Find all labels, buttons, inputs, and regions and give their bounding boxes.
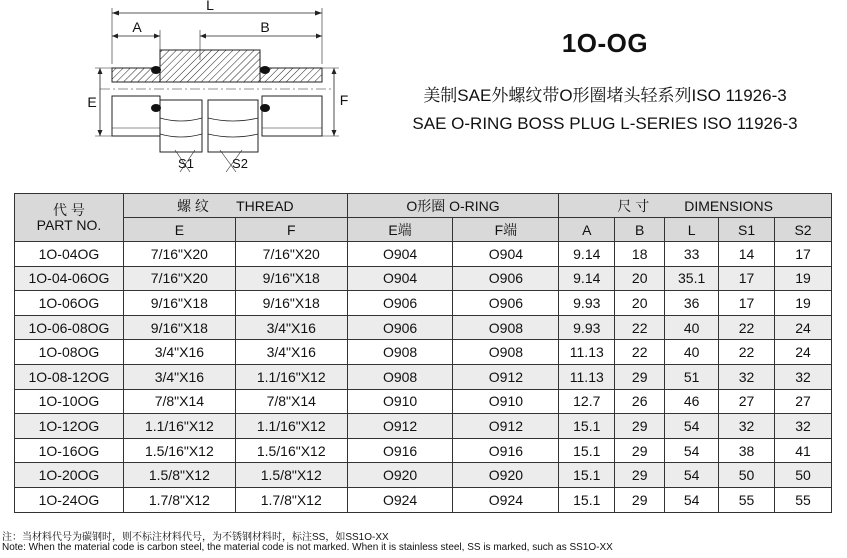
header-dim-s2: S2 bbox=[775, 218, 832, 242]
cell-dim-l: 54 bbox=[665, 414, 719, 439]
cell-part-no: 1O-20OG bbox=[15, 463, 124, 488]
cell-thread-f: 9/16"X18 bbox=[235, 291, 347, 316]
cell-thread-f: 3/4"X16 bbox=[235, 315, 347, 340]
cell-oring-f: O916 bbox=[453, 438, 559, 463]
cell-dim-b: 29 bbox=[615, 414, 665, 439]
table-row bbox=[15, 315, 832, 340]
label-e: E bbox=[87, 94, 97, 110]
table-row bbox=[15, 487, 832, 512]
cell-thread-e: 7/8"X14 bbox=[123, 389, 235, 414]
label-f: F bbox=[339, 92, 349, 108]
cell-thread-e: 1.1/16"X12 bbox=[123, 414, 235, 439]
cell-dim-b: 22 bbox=[615, 315, 665, 340]
cell-dim-s1: 22 bbox=[719, 315, 775, 340]
cell-oring-f: O906 bbox=[453, 266, 559, 291]
header-dim-b: B bbox=[615, 218, 665, 242]
cell-oring-e: O906 bbox=[347, 291, 453, 316]
cell-dim-l: 40 bbox=[665, 315, 719, 340]
cell-dim-b: 20 bbox=[615, 291, 665, 316]
header-thread-en: THREAD bbox=[236, 197, 294, 214]
table-row bbox=[15, 414, 832, 439]
cell-dim-b: 26 bbox=[615, 389, 665, 414]
table-row bbox=[15, 291, 832, 316]
label-s1: S1 bbox=[178, 156, 194, 171]
cell-dim-s1: 38 bbox=[719, 438, 775, 463]
header-part-no-en: PART NO. bbox=[36, 216, 102, 233]
cell-dim-a: 15.1 bbox=[559, 438, 615, 463]
cell-oring-f: O906 bbox=[453, 291, 559, 316]
dimension-f bbox=[322, 68, 348, 136]
cell-dim-s1: 32 bbox=[719, 414, 775, 439]
cell-oring-f: O912 bbox=[453, 414, 559, 439]
cell-dim-s2: 32 bbox=[775, 414, 832, 439]
cell-dim-b: 20 bbox=[615, 266, 665, 291]
cell-oring-e: O904 bbox=[347, 266, 453, 291]
cell-part-no: 1O-12OG bbox=[15, 414, 124, 439]
cell-thread-e: 9/16"X18 bbox=[123, 291, 235, 316]
cell-thread-e: 9/16"X18 bbox=[123, 315, 235, 340]
cell-dim-s2: 32 bbox=[775, 364, 832, 389]
cell-dim-b: 29 bbox=[615, 487, 665, 512]
header-dim-cn: 尺 寸 bbox=[617, 197, 650, 214]
table-row bbox=[15, 364, 832, 389]
table-row bbox=[15, 438, 832, 463]
cell-dim-l: 54 bbox=[665, 438, 719, 463]
cell-oring-e: O924 bbox=[347, 487, 453, 512]
cell-dim-l: 35.1 bbox=[665, 266, 719, 291]
cell-dim-a: 9.93 bbox=[559, 291, 615, 316]
cell-part-no: 1O-04-06OG bbox=[15, 266, 124, 291]
cell-dim-a: 11.13 bbox=[559, 364, 615, 389]
cell-dim-l: 54 bbox=[665, 463, 719, 488]
cell-thread-f: 7/8"X14 bbox=[235, 389, 347, 414]
cell-thread-f: 7/16"X20 bbox=[235, 242, 347, 267]
cell-part-no: 1O-24OG bbox=[15, 487, 124, 512]
fitting-drawing bbox=[0, 0, 380, 185]
cell-thread-e: 7/16"X20 bbox=[123, 266, 235, 291]
cell-thread-f: 1.5/8"X12 bbox=[235, 463, 347, 488]
header-oring-e: E端 bbox=[347, 218, 453, 242]
cell-oring-e: O908 bbox=[347, 340, 453, 365]
cell-dim-l: 40 bbox=[665, 340, 719, 365]
cell-thread-e: 3/4"X16 bbox=[123, 364, 235, 389]
cell-dim-l: 36 bbox=[665, 291, 719, 316]
header-thread bbox=[123, 194, 347, 218]
cell-oring-f: O910 bbox=[453, 389, 559, 414]
table-row bbox=[15, 340, 832, 365]
header-dim-l: L bbox=[665, 218, 719, 242]
hex-labels bbox=[175, 150, 248, 172]
cell-thread-e: 7/16"X20 bbox=[123, 242, 235, 267]
cell-dim-l: 33 bbox=[665, 242, 719, 267]
cell-thread-f: 1.7/8"X12 bbox=[235, 487, 347, 512]
cell-dim-a: 15.1 bbox=[559, 487, 615, 512]
cell-dim-s1: 17 bbox=[719, 291, 775, 316]
cell-oring-e: O906 bbox=[347, 315, 453, 340]
spec-table bbox=[14, 193, 832, 513]
cell-dim-s1: 55 bbox=[719, 487, 775, 512]
cell-oring-e: O910 bbox=[347, 389, 453, 414]
product-name-cn: 美制SAE外螺纹带O形圈堵头轻系列ISO 11926-3 bbox=[423, 86, 787, 105]
note-cn: 注：当材料代号为碳钢时，则不标注材料代号，为不锈钢材料时，标注SS，如SS1O-XX bbox=[2, 532, 389, 543]
cell-thread-f: 1.5/16"X12 bbox=[235, 438, 347, 463]
cell-dim-s1: 50 bbox=[719, 463, 775, 488]
dimension-e bbox=[87, 68, 112, 136]
part-code-title: 1O-OG bbox=[561, 28, 649, 58]
label-a: A bbox=[132, 19, 142, 35]
cell-dim-a: 15.1 bbox=[559, 414, 615, 439]
cell-dim-s2: 17 bbox=[775, 242, 832, 267]
cell-dim-s1: 22 bbox=[719, 340, 775, 365]
cell-dim-a: 9.93 bbox=[559, 315, 615, 340]
cell-oring-e: O912 bbox=[347, 414, 453, 439]
cell-part-no: 1O-08OG bbox=[15, 340, 124, 365]
cell-dim-a: 12.7 bbox=[559, 389, 615, 414]
cell-dim-s2: 41 bbox=[775, 438, 832, 463]
cell-oring-f: O912 bbox=[453, 364, 559, 389]
header-dim-a: A bbox=[559, 218, 615, 242]
header-dimensions bbox=[559, 194, 832, 218]
cell-dim-l: 54 bbox=[665, 487, 719, 512]
cell-dim-b: 29 bbox=[615, 438, 665, 463]
fitting-upper-section bbox=[112, 50, 322, 82]
cell-part-no: 1O-06-08OG bbox=[15, 315, 124, 340]
cell-dim-s1: 14 bbox=[719, 242, 775, 267]
cell-dim-s2: 27 bbox=[775, 389, 832, 414]
cell-dim-b: 22 bbox=[615, 340, 665, 365]
cell-thread-e: 1.5/8"X12 bbox=[123, 463, 235, 488]
cell-oring-f: O920 bbox=[453, 463, 559, 488]
table-row bbox=[15, 266, 832, 291]
cell-oring-f: O904 bbox=[453, 242, 559, 267]
header-part-no bbox=[15, 194, 124, 242]
cell-part-no: 1O-10OG bbox=[15, 389, 124, 414]
cell-thread-e: 3/4"X16 bbox=[123, 340, 235, 365]
cell-dim-s1: 17 bbox=[719, 266, 775, 291]
cell-dim-l: 46 bbox=[665, 389, 719, 414]
header-dim-en: DIMENSIONS bbox=[684, 197, 773, 214]
table-row bbox=[15, 389, 832, 414]
cell-dim-s1: 32 bbox=[719, 364, 775, 389]
cell-oring-e: O904 bbox=[347, 242, 453, 267]
cell-thread-e: 1.7/8"X12 bbox=[123, 487, 235, 512]
cell-dim-b: 18 bbox=[615, 242, 665, 267]
cell-oring-e: O908 bbox=[347, 364, 453, 389]
cell-thread-f: 1.1/16"X12 bbox=[235, 364, 347, 389]
dimension-a bbox=[112, 19, 160, 60]
cell-dim-s2: 19 bbox=[775, 266, 832, 291]
header-thread-cn: 螺 纹 bbox=[176, 197, 209, 214]
note-en: Note: When the material code is carbon steel, the material code is not marked. When it is stainless steel, SS is marked, such as SS1O-XX bbox=[2, 542, 613, 553]
cell-dim-b: 29 bbox=[615, 364, 665, 389]
cell-part-no: 1O-16OG bbox=[15, 438, 124, 463]
cell-dim-l: 51 bbox=[665, 364, 719, 389]
cell-dim-s2: 55 bbox=[775, 487, 832, 512]
cell-dim-b: 29 bbox=[615, 463, 665, 488]
cell-thread-f: 3/4"X16 bbox=[235, 340, 347, 365]
cell-dim-s2: 19 bbox=[775, 291, 832, 316]
header-thread-f: F bbox=[235, 218, 347, 242]
cell-dim-s2: 50 bbox=[775, 463, 832, 488]
cell-oring-f: O908 bbox=[453, 315, 559, 340]
cell-dim-s1: 27 bbox=[719, 389, 775, 414]
cell-oring-f: O908 bbox=[453, 340, 559, 365]
header-oring-f: F端 bbox=[453, 218, 559, 242]
cell-dim-a: 11.13 bbox=[559, 340, 615, 365]
cell-dim-s2: 24 bbox=[775, 315, 832, 340]
cell-dim-a: 9.14 bbox=[559, 266, 615, 291]
cell-oring-e: O916 bbox=[347, 438, 453, 463]
cell-dim-a: 15.1 bbox=[559, 463, 615, 488]
spec-table-body bbox=[15, 242, 832, 513]
header-thread-e: E bbox=[123, 218, 235, 242]
cell-part-no: 1O-04OG bbox=[15, 242, 124, 267]
label-b: B bbox=[260, 19, 270, 35]
cell-oring-e: O920 bbox=[347, 463, 453, 488]
cell-part-no: 1O-08-12OG bbox=[15, 364, 124, 389]
label-l: L bbox=[206, 0, 214, 13]
cell-oring-f: O924 bbox=[453, 487, 559, 512]
title-block bbox=[370, 28, 840, 134]
fitting-lower-outline bbox=[112, 96, 322, 152]
table-row bbox=[15, 242, 832, 267]
cell-thread-f: 1.1/16"X12 bbox=[235, 414, 347, 439]
product-name-en: SAE O-RING BOSS PLUG L-SERIES ISO 11926-3 bbox=[412, 114, 798, 133]
cell-dim-s2: 24 bbox=[775, 340, 832, 365]
header-part-no-cn: 代 号 bbox=[53, 201, 85, 218]
header-oring: O形圈 O-RING bbox=[347, 194, 559, 218]
cell-thread-e: 1.5/16"X12 bbox=[123, 438, 235, 463]
header-dim-s1: S1 bbox=[719, 218, 775, 242]
cell-part-no: 1O-06OG bbox=[15, 291, 124, 316]
table-row bbox=[15, 463, 832, 488]
label-s2: S2 bbox=[232, 156, 248, 171]
cell-dim-a: 9.14 bbox=[559, 242, 615, 267]
cell-thread-f: 9/16"X18 bbox=[235, 266, 347, 291]
